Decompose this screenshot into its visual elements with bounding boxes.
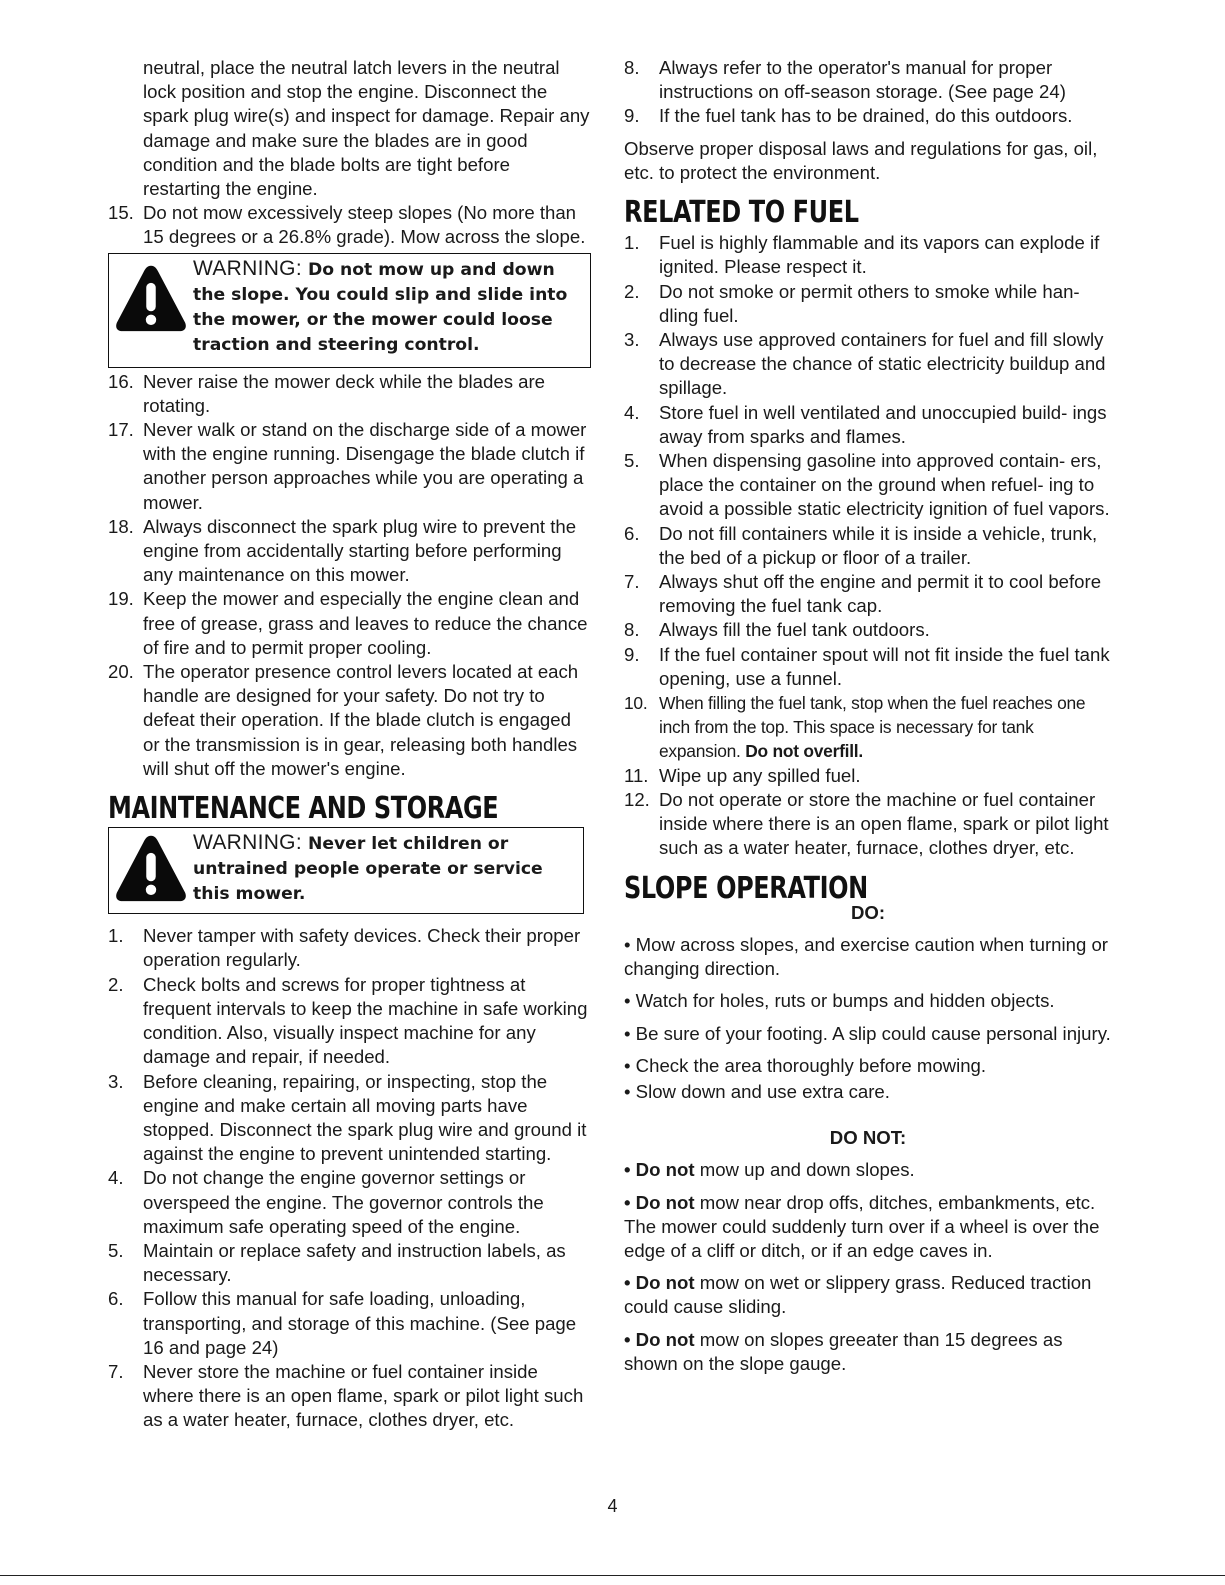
item-number: 5. (108, 1239, 124, 1261)
maintenance-heading: MAINTENANCE AND STORAGE (108, 791, 499, 827)
item-text: Never raise the mower deck while the blades are rotating. (143, 370, 546, 416)
warning-label: WARNING: (193, 831, 302, 855)
slope-heading: SLOPE OPERATION (624, 870, 868, 906)
donot-item (624, 1158, 1112, 1182)
donot-emphasis: • Do not (624, 1272, 695, 1294)
donot-item (624, 1328, 1112, 1376)
donot-label: DO NOT: (829, 1127, 907, 1149)
list-item (108, 587, 590, 660)
do-label: DO: (850, 901, 886, 923)
warning-box-slope (108, 253, 591, 368)
donot-text: mow near drop offs, ditches, embankments, etc. The mower could suddenly turn over if a wheel is over the edge of a cliff or ditch, or if an edge caves in. (624, 1191, 1100, 1261)
safety-list-a (108, 201, 590, 249)
item-emphasis: Do not overfill. (745, 741, 863, 762)
list-item (108, 1070, 590, 1167)
item-text: Keep the mower and especially the engine clean and free of grease, grass and leaves to reduce the chance of fire and to permit proper cooling. (143, 588, 588, 658)
item-number: 16. (108, 370, 134, 392)
list-item (624, 231, 1112, 279)
list-item (624, 691, 1112, 764)
item-text: Always shut off the engine and permit it to cool before removing the fuel tank cap. (659, 571, 1102, 617)
list-item (108, 1360, 590, 1433)
item-number: 3. (624, 329, 640, 351)
item-number: 9. (624, 105, 640, 127)
item-number: 11. (624, 764, 649, 786)
list-item (108, 1239, 590, 1287)
do-item: • Check the area thoroughly before mowing. (624, 1054, 987, 1076)
list-item (108, 1287, 590, 1360)
item-number: 8. (624, 619, 640, 641)
item-text: When filling the fuel tank, stop when the fuel reaches one inch from the top. This space is necessary for tank expansion. (659, 693, 1086, 762)
item-text: Store fuel in well ventilated and unoccupied build- ings away from sparks and flames. (659, 401, 1107, 447)
item-number: 20. (108, 661, 134, 683)
item-text: Do not smoke or permit others to smoke while han- dling fuel. (659, 280, 1080, 326)
list-item (624, 522, 1112, 570)
donot-emphasis: • Do not (624, 1191, 695, 1213)
list-item (624, 56, 1112, 104)
observe-paragraph: Observe proper disposal laws and regulations for gas, oil, etc. to protect the environment. (624, 137, 1098, 183)
maintenance-list (108, 924, 590, 1432)
safety-list-b (108, 370, 590, 781)
list-item (108, 370, 590, 418)
list-item (108, 660, 590, 781)
do-item: • Mow across slopes, and exercise caution when turning or changing direction. (624, 933, 1108, 980)
item-number: 18. (108, 515, 134, 537)
item-text: The operator presence control levers located at each handle are designed for your safety. Do not try to defeat their operation. If the blade clutch is engaged or the transmission is in gear, releasing both handles will shut off the mower's engine. (143, 661, 579, 779)
warning-box-children (108, 827, 584, 914)
list-item (624, 764, 1112, 788)
donot-item (624, 1271, 1112, 1319)
warning-triangle-icon (113, 262, 189, 334)
warning-triangle-icon (113, 832, 189, 904)
item-text: Do not fill containers while it is inside a vehicle, trunk, the bed of a pickup or floor of a trailer. (659, 522, 1098, 568)
item-number: 4. (108, 1167, 124, 1189)
item-text: When dispensing gasoline into approved contain- ers, place the container on the ground when refuel- ing to avoid a possible static electricity ignition of fuel vapors. (659, 450, 1110, 520)
list-item (624, 643, 1112, 691)
list-item (624, 618, 1112, 642)
item-text: Never walk or stand on the discharge side of a mower with the engine running. Disengage the blade clutch if another person approaches while you are operating a mower. (143, 419, 587, 513)
right-column (624, 56, 1112, 1384)
donot-emphasis: • Do not (624, 1159, 695, 1181)
warning-label: WARNING: (193, 256, 302, 280)
item-number: 12. (624, 788, 650, 810)
item-text: Do not change the engine governor settings or overspeed the engine. The governor controls the maximum safe operating speed of the engine. (143, 1167, 544, 1237)
bottom-rule (0, 1575, 1225, 1576)
list-item (624, 104, 1112, 128)
list-item (624, 788, 1112, 861)
item-number: 8. (624, 57, 640, 78)
do-item: • Watch for holes, ruts or bumps and hidden objects. (624, 990, 1055, 1012)
item-text: Do not operate or store the machine or fuel container inside where there is an open flame, spark or pilot light such as a water heater, furnace, clothes dryer, etc. (659, 788, 1109, 859)
item-text: If the fuel tank has to be drained, do this outdoors. (659, 105, 1073, 127)
item-text: If the fuel container spout will not fit inside the fuel tank opening, use a funnel. (659, 643, 1110, 689)
item-text: Never store the machine or fuel container inside where there is an open flame, spark or pilot light such as a water heater, furnace, clothes dryer, etc. (143, 1360, 584, 1431)
warning-text: Do not mow up and down the slope. You could slip and slide into the mower, or the mower could loose traction and steering control. (193, 259, 568, 355)
list-item (108, 924, 590, 972)
item-number: 1. (108, 925, 124, 947)
list-item (108, 201, 590, 249)
do-item: • Slow down and use extra care. (624, 1080, 890, 1102)
do-item: • Be sure of your footing. A slip could cause personal injury. (624, 1022, 1111, 1044)
item-number: 6. (624, 522, 640, 544)
item-number: 6. (108, 1288, 124, 1310)
list-item (624, 570, 1112, 618)
item-text: Follow this manual for safe loading, unloading, transporting, and storage of this machine. (See page 16 and page 24) (143, 1288, 577, 1358)
item-number: 9. (624, 643, 640, 665)
list-item (624, 401, 1112, 449)
item-text: Always refer to the operator's manual for proper instructions on off-season storage. (See page 24) (659, 57, 1066, 103)
item-number: 4. (624, 401, 640, 423)
item-number: 17. (108, 419, 134, 441)
item-text: Wipe up any spilled fuel. (659, 764, 861, 786)
item-number: 1. (624, 232, 640, 254)
item-number: 3. (108, 1070, 124, 1092)
list-item (624, 280, 1112, 328)
list-item (108, 973, 590, 1070)
carryover-paragraph: neutral, place the neutral latch levers in the neutral lock position and stop the engine. Disconnect the spark plug wire(s) and inspect for damage. Repair any damage and make sure the blades are in good condition and the blade bolts are tight before restarting the engine. (143, 57, 590, 200)
item-text: Fuel is highly flammable and its vapors can explode if ignited. Please respect it. (659, 232, 1100, 278)
list-item (624, 328, 1112, 401)
list-item (108, 515, 590, 588)
fuel-list (624, 231, 1112, 860)
item-text: Always fill the fuel tank outdoors. (659, 619, 930, 641)
donot-text: mow up and down slopes. (694, 1159, 915, 1181)
warning-text: Never let children or untrained people operate or service this mower. (193, 834, 543, 905)
item-number: 5. (624, 450, 640, 472)
item-number: 2. (108, 973, 124, 995)
list-item (108, 418, 590, 515)
item-number: 15. (108, 202, 134, 224)
item-text: Do not mow excessively steep slopes (No more than 15 degrees or a 26.8% grade). Mow across the slope. (143, 202, 586, 248)
item-text: Before cleaning, repairing, or inspecting, stop the engine and make certain all moving parts have stopped. Disconnect the spark plug wire and ground it against the engine to prevent unintended starting. (143, 1070, 587, 1165)
item-text: Never tamper with safety devices. Check their proper operation regularly. (143, 925, 581, 971)
item-number: 19. (108, 588, 134, 610)
item-text: Always disconnect the spark plug wire to prevent the engine from accidentally starting before performing any maintenance on this mower. (143, 515, 577, 586)
item-number: 2. (624, 280, 640, 302)
list-item (108, 1166, 590, 1239)
fuel-heading: RELATED TO FUEL (624, 195, 859, 231)
page-number: 4 (607, 1496, 618, 1516)
item-text: Always use approved containers for fuel and fill slowly to decrease the chance of static electricity buildup and spillage. (659, 329, 1106, 399)
donot-item (624, 1191, 1112, 1264)
donot-emphasis: • Do not (624, 1328, 695, 1350)
item-number: 7. (624, 571, 640, 593)
list-item (624, 449, 1112, 522)
donot-text: mow on wet or slippery grass. Reduced traction could cause sliding. (624, 1272, 1092, 1318)
item-text: Maintain or replace safety and instruction labels, as necessary. (143, 1239, 566, 1286)
item-number: 10. (624, 693, 648, 714)
left-column (108, 56, 590, 1433)
item-number: 7. (108, 1360, 124, 1382)
storage-list-continued (624, 56, 1112, 129)
donot-text: mow on slopes greeater than 15 degrees as shown on the slope gauge. (624, 1328, 1063, 1374)
item-text: Check bolts and screws for proper tightness at frequent intervals to keep the machine in safe working condition. Also, visually inspect machine for any damage and repair, if needed. (143, 973, 588, 1068)
